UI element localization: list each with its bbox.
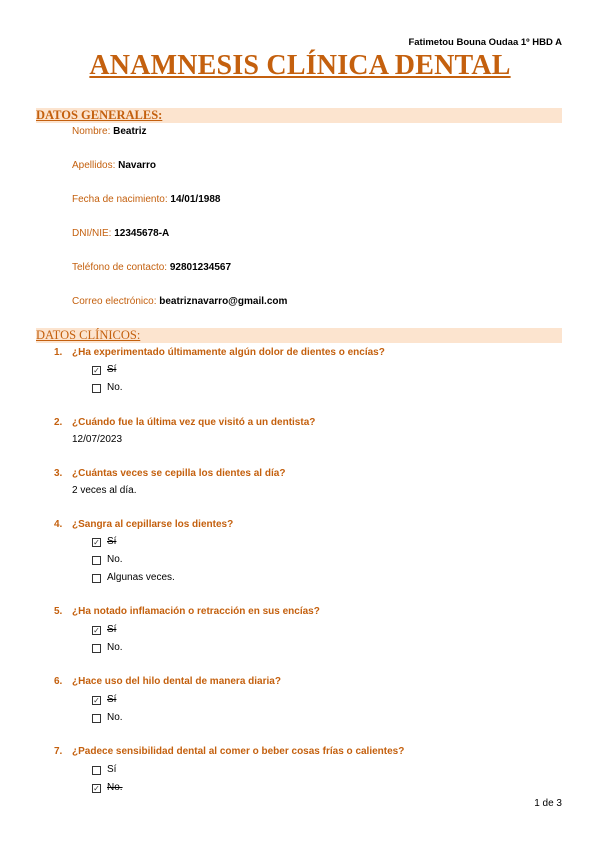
question-1 <box>54 347 385 359</box>
field-label: DNI/NIE: <box>72 228 112 239</box>
question-4 <box>54 519 233 531</box>
field-label: Apellidos: <box>72 160 116 171</box>
field-label: Fecha de nacimiento: <box>72 194 168 205</box>
question-number: 4. <box>54 519 63 530</box>
checkbox-icon[interactable] <box>92 384 101 393</box>
author-name: Fatimetou Bouna Oudaa 1º HBD A <box>408 37 562 48</box>
question-5 <box>54 606 320 618</box>
checkbox-option[interactable] <box>92 536 116 548</box>
option-label: Sí <box>107 764 117 775</box>
page-title: ANAMNESIS CLÍNICA DENTAL <box>89 50 511 81</box>
question-text: ¿Hace uso del hilo dental de manera diaria? <box>72 676 281 687</box>
field-nombre <box>72 126 147 138</box>
section-heading-general: DATOS GENERALES: <box>36 108 163 122</box>
page-number: 1 de 3 <box>534 798 562 809</box>
field-value: 14/01/1988 <box>170 194 221 205</box>
field-dni <box>72 228 169 240</box>
checkbox-option[interactable] <box>92 382 123 394</box>
question-number: 5. <box>54 606 63 617</box>
question-text: ¿Padece sensibilidad dental al comer o beber cosas frías o calientes? <box>72 746 405 757</box>
field-value: beatriznavarro@gmail.com <box>159 296 288 307</box>
field-label: Nombre: <box>72 126 111 137</box>
option-label: No. <box>107 782 123 793</box>
field-apellidos <box>72 160 156 172</box>
option-label: No. <box>107 642 123 653</box>
field-value: Navarro <box>118 160 156 171</box>
checkbox-option[interactable] <box>92 694 116 706</box>
checkbox-option[interactable] <box>92 642 123 654</box>
checkbox-checked-icon[interactable]: ✓ <box>93 365 100 375</box>
checkbox-checked-icon[interactable]: ✓ <box>93 537 100 547</box>
checkbox-icon[interactable] <box>92 714 101 723</box>
field-correo <box>72 296 287 308</box>
option-label: Sí <box>107 536 117 547</box>
checkbox-option[interactable] <box>92 364 116 376</box>
field-label: Correo electrónico: <box>72 296 157 307</box>
answer-text: 2 veces al día. <box>72 485 137 496</box>
checkbox-option[interactable] <box>92 782 123 794</box>
checkbox-icon[interactable] <box>92 766 101 775</box>
field-value: 12345678-A <box>114 228 170 239</box>
checkbox-option[interactable] <box>92 624 116 636</box>
option-label: No. <box>107 712 123 723</box>
option-label: Sí <box>107 694 117 705</box>
checkbox-option[interactable] <box>92 554 123 566</box>
option-label: No. <box>107 554 123 565</box>
option-label: Algunas veces. <box>107 572 175 583</box>
question-number: 6. <box>54 676 63 687</box>
checkbox-icon[interactable] <box>92 644 101 653</box>
question-number: 2. <box>54 417 63 428</box>
question-text: ¿Sangra al cepillarse los dientes? <box>72 519 234 530</box>
checkbox-icon[interactable] <box>92 556 101 565</box>
question-text: ¿Ha notado inflamación o retracción en sus encías? <box>72 606 320 617</box>
checkbox-option[interactable] <box>92 712 123 724</box>
question-3 <box>54 468 285 480</box>
question-text: ¿Cuántas veces se cepilla los dientes al día? <box>72 468 286 479</box>
checkbox-icon[interactable] <box>92 574 101 583</box>
answer-text: 12/07/2023 <box>72 434 123 445</box>
section-heading-clinical: DATOS CLÍNICOS: <box>36 328 141 342</box>
question-2 <box>54 417 315 429</box>
field-telefono <box>72 262 231 274</box>
option-label: Sí <box>107 624 117 635</box>
option-label: No. <box>107 382 123 393</box>
question-text: ¿Cuándo fue la última vez que visitó a un dentista? <box>72 417 316 428</box>
question-number: 7. <box>54 746 63 757</box>
question-number: 1. <box>54 347 63 358</box>
question-7 <box>54 746 404 758</box>
checkbox-checked-icon[interactable]: ✓ <box>93 625 100 635</box>
field-value: 92801234567 <box>169 262 232 273</box>
field-label: Teléfono de contacto: <box>72 262 168 273</box>
field-fecha-nacimiento <box>72 194 220 206</box>
checkbox-option[interactable] <box>92 572 175 584</box>
checkbox-checked-icon[interactable]: ✓ <box>93 695 100 705</box>
checkbox-checked-icon[interactable]: ✓ <box>93 783 100 793</box>
question-number: 3. <box>54 468 63 479</box>
question-text: ¿Ha experimentado últimamente algún dolor de dientes o encías? <box>72 347 385 358</box>
question-6 <box>54 676 281 688</box>
field-value: Beatriz <box>113 126 147 137</box>
checkbox-option[interactable] <box>92 764 116 776</box>
option-label: Sí <box>107 364 117 375</box>
